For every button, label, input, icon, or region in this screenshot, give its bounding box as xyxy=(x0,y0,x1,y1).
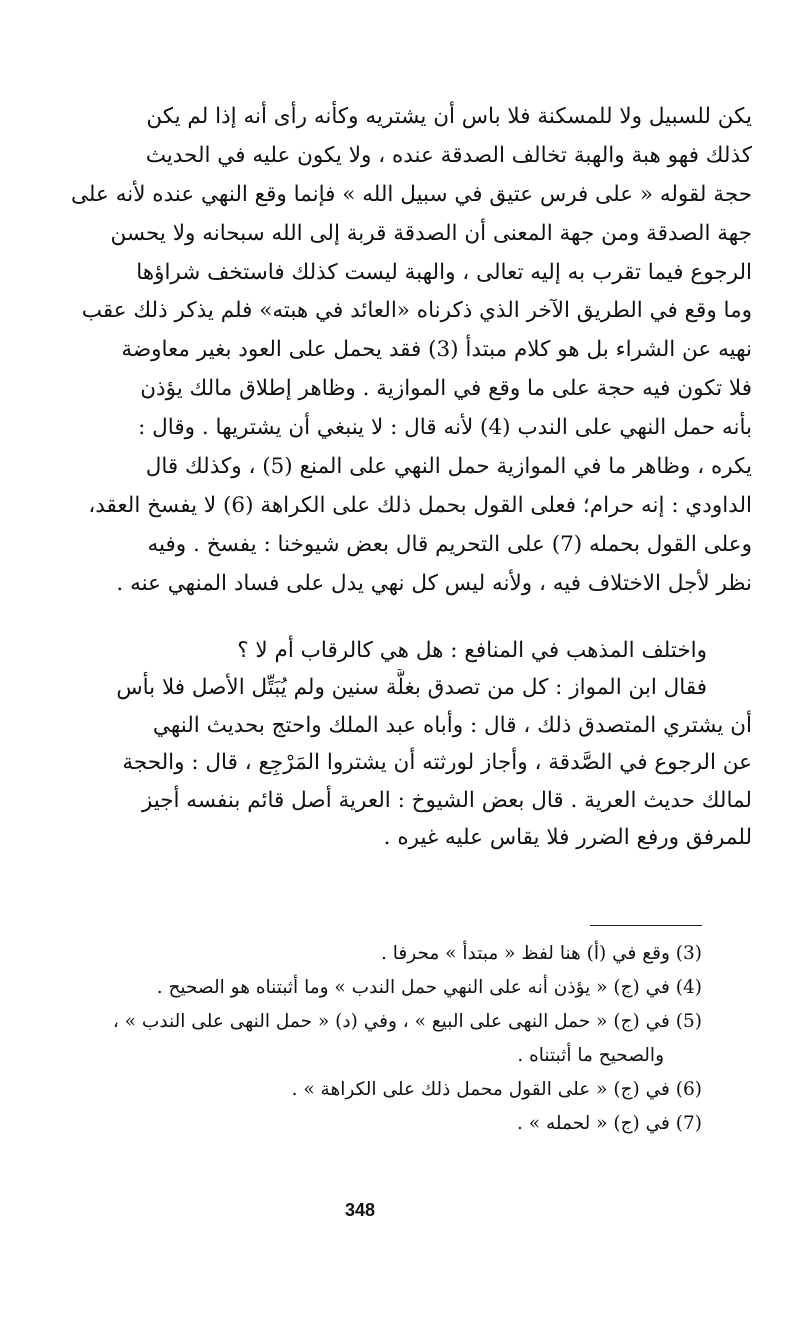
text-line: الداودي : إنه حرام؛ فعلى القول بحمل ذلك على الكراهة (6) لا يفسخ العقد، xyxy=(88,492,752,518)
text-line: نهيه عن الشراء بل هو كلام مبتدأ (3) فقد يحمل على العود بغير معاوضة xyxy=(121,337,752,363)
paragraph xyxy=(44,632,752,857)
text-line: جهة الصدقة ومن جهة المعنى أن الصدقة قربة إلى الله سبحانه ولا يحسن xyxy=(110,220,752,246)
text-line: أن يشتري المتصدق ذلك ، قال : وأباه عبد الملك واحتج بحديث النهي xyxy=(152,712,752,738)
text-line: فلا تكون فيه حجة على ما وقع في الموازية . وظاهر إطلاق مالك يؤذن xyxy=(140,376,752,402)
text-line: عن الرجوع في الصَّدقة ، وأجاز لورثته أن يشتروا المَرْجِع ، قال : والحجة xyxy=(122,750,752,776)
footnote: (6) في (ج) « على القول محمل ذلك على الكراهة » . xyxy=(291,1079,702,1100)
footnote-separator xyxy=(590,925,702,926)
text-line: الرجوع فيما تقرب به إليه تعالى ، والهبة ليست كذلك فاستخف شراؤها xyxy=(136,259,752,285)
text-line: يكن للسبيل ولا للمسكنة فلا باس أن يشتريه وكأنه رأى أنه إذا لم يكن xyxy=(146,104,752,129)
text-line: وما وقع في الطريق الآخر الذي ذكرناه «العائد في هبته» فلم يذكر ذلك عقب xyxy=(81,298,752,324)
footnote: (3) وقع في (أ) هنا لفظ « مبتدأ » محرفا . xyxy=(381,943,702,964)
text-line: فقال ابن المواز : كل من تصدق بغلَّة سنين ولم يُبَتِّل الأصل فلا بأس xyxy=(116,675,707,701)
paragraph xyxy=(44,98,752,604)
text-line: وعلى القول بحمله (7) على التحريم قال بعض شيوخنا : يفسخ . وفيه xyxy=(147,531,752,557)
text-line: كذلك فهو هبة والهبة تخالف الصدقة عنده ، ولا يكون عليه في الحديث xyxy=(145,142,752,168)
footnote: (7) في (ج) « لحمله » . xyxy=(517,1113,702,1134)
footnote: (5) في (ج) « حمل النهى على البيع » ، وفي (د) « حمل النهى على الندب » ، xyxy=(112,1011,702,1032)
footnote: (4) في (ج) « يؤذن أنه على النهي حمل الندب » وما أثبتناه هو الصحيح . xyxy=(156,977,702,998)
page-number: 348 xyxy=(344,1200,376,1220)
text-line: للمرفق ورفع الضرر فلا يقاس عليه غيره . xyxy=(383,825,752,851)
footnote-continuation: والصحيح ما أثبتناه . xyxy=(517,1045,664,1066)
footnotes xyxy=(60,937,702,1141)
text-line: يكره ، وظاهر ما في الموازية حمل النهي على المنع (5) ، وكذلك قال xyxy=(145,454,752,480)
text-line: واختلف المذهب في المنافع : هل هي كالرقاب أم لا ؟ xyxy=(237,637,707,663)
text-line: لمالك حديث العرية . قال بعض الشيوخ : العرية أصل قائم بنفسه أجيز xyxy=(141,787,752,813)
main-text xyxy=(44,98,752,857)
text-line: بأنه حمل النهي على الندب (4) لأنه قال : لا ينبغي أن يشتريها . وقال : xyxy=(138,415,752,441)
paragraph-gap xyxy=(44,604,752,632)
text-line: حجة لقوله « على فرس عتيق في سبيل الله » فإنما وقع النهي عنده لأنه على xyxy=(71,181,752,207)
text-line: نظر لأجل الاختلاف فيه ، ولأنه ليس كل نهي يدل على فساد المنهي عنه . xyxy=(116,570,752,596)
